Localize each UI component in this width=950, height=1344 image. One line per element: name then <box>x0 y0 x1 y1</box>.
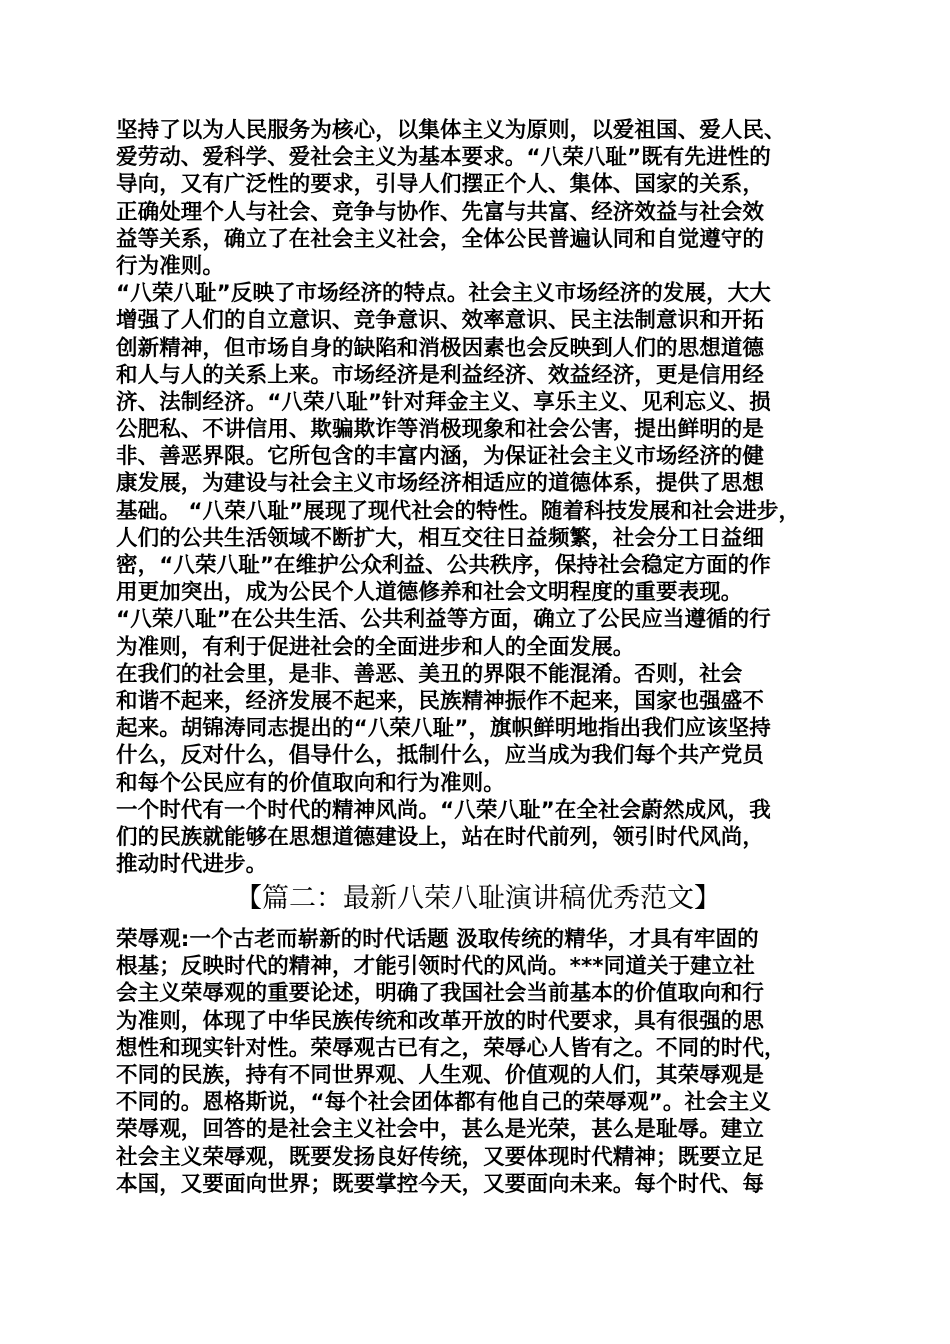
text-line: 益等关系，确立了在社会主义社会，全体公民普遍认同和自觉遵守的 <box>116 226 765 252</box>
text-line: 和每个公民应有的价值取向和行为准则。 <box>116 770 505 796</box>
text-line: 不同的。恩格斯说，“每个社会团体都有他自己的荣辱观”。社会主义 <box>116 1090 771 1116</box>
text-line: 用更加突出，成为公民个人道德修养和社会文明程度的重要表现。 <box>116 580 743 606</box>
text-line: 非、善恶界限。它所包含的丰富内涵，为保证社会主义市场经济的健 <box>116 444 765 470</box>
text-line: 人们的公共生活领域不断扩大，相互交往日益频繁，社会分工日益细 <box>116 525 765 551</box>
text-line: 们的民族就能够在思想道德建设上，站在时代前列，领引时代风尚， <box>116 824 765 850</box>
text-line: 密，“八荣八耻”在维护公众利益、公共秩序，保持社会稳定方面的作 <box>116 553 771 578</box>
text-line: 起来。胡锦涛同志提出的“八荣八耻”，旗帜鲜明地指出我们应该坚持 <box>116 716 771 742</box>
text-line: 康发展，为建设与社会主义市场经济相适应的道德体系，提供了思想 <box>116 471 765 497</box>
text-line: “八荣八耻”在公共生活、公共利益等方面，确立了公民应当遵循的行 <box>116 607 771 633</box>
text-line: 行为准则。 <box>116 253 225 279</box>
text-line: 为准则，体现了中华民族传统和改革开放的时代要求，具有很强的思 <box>116 1008 765 1034</box>
body-text-section-1 <box>116 117 840 878</box>
text-line: 一个时代有一个时代的精神风尚。“八荣八耻”在全社会蔚然成风，我 <box>116 797 771 823</box>
body-text-section-2 <box>116 926 840 1198</box>
text-line: 正确处理个人与社会、竞争与协作、先富与共富、经济效益与社会效 <box>116 199 765 225</box>
text-line: 会主义荣辱观的重要论述，明确了我国社会当前基本的价值取向和行 <box>116 981 765 1007</box>
text-line: 导向，又有广泛性的要求，引导人们摆正个人、集体、国家的关系， <box>116 172 765 198</box>
text-line: 不同的民族，持有不同世界观、人生观、价值观的人们，其荣辱观是 <box>116 1062 765 1088</box>
text-line: 在我们的社会里，是非、善恶、美丑的界限不能混淆。否则，社会 <box>116 661 743 687</box>
section-heading: 【篇二：最新八荣八耻演讲稿优秀范文】 <box>235 883 721 914</box>
text-line: 社会主义荣辱观，既要发扬良好传统，又要体现时代精神；既要立足 <box>116 1144 765 1170</box>
text-line: 什么，反对什么，倡导什么，抵制什么，应当成为我们每个共产党员 <box>116 743 765 769</box>
text-line: 根基；反映时代的精神，才能引领时代的风尚。***同道关于建立社 <box>116 954 755 980</box>
text-line: 推动时代进步。 <box>116 852 268 878</box>
text-line: 济、法制经济。“八荣八耻”针对拜金主义、享乐主义、见利忘义、损 <box>116 389 771 415</box>
text-line: 爱劳动、爱科学、爱社会主义为基本要求。“八荣八耻”既有先进性的 <box>116 145 771 171</box>
text-line: 增强了人们的自立意识、竞争意识、效率意识、民主法制意识和开拓 <box>116 308 765 334</box>
text-line: “八荣八耻”反映了市场经济的特点。社会主义市场经济的发展，大大 <box>116 281 771 307</box>
text-line: 和人与人的关系上来。市场经济是利益经济、效益经济，更是信用经 <box>116 362 765 388</box>
text-line: 荣辱观:一个古老而崭新的时代话题 汲取传统的精华，才具有牢固的 <box>116 927 759 952</box>
text-line: 本国，又要面向世界；既要掌控今天，又要面向未来。每个时代、每 <box>116 1171 765 1197</box>
text-line: 和谐不起来，经济发展不起来，民族精神振作不起来，国家也强盛不 <box>116 688 765 714</box>
text-line: 创新精神，但市场自身的缺陷和消极因素也会反映到人们的思想道德 <box>116 335 765 361</box>
text-line: 想性和现实针对性。荣辱观古已有之，荣辱心人皆有之。不同的时代， <box>116 1035 786 1061</box>
text-line: 为准则，有利于促进社会的全面进步和人的全面发展。 <box>116 634 635 660</box>
text-line: 公肥私、不讲信用、欺骗欺诈等消极现象和社会公害，提出鲜明的是 <box>116 417 765 443</box>
text-line: 坚持了以为人民服务为核心，以集体主义为原则，以爱祖国、爱人民、 <box>116 118 786 143</box>
text-line: 荣辱观，回答的是社会主义社会中，甚么是光荣，甚么是耻辱。建立 <box>116 1117 765 1143</box>
text-line: 基础。 “八荣八耻”展现了现代社会的特性。随着科技发展和社会进步， <box>116 498 801 524</box>
